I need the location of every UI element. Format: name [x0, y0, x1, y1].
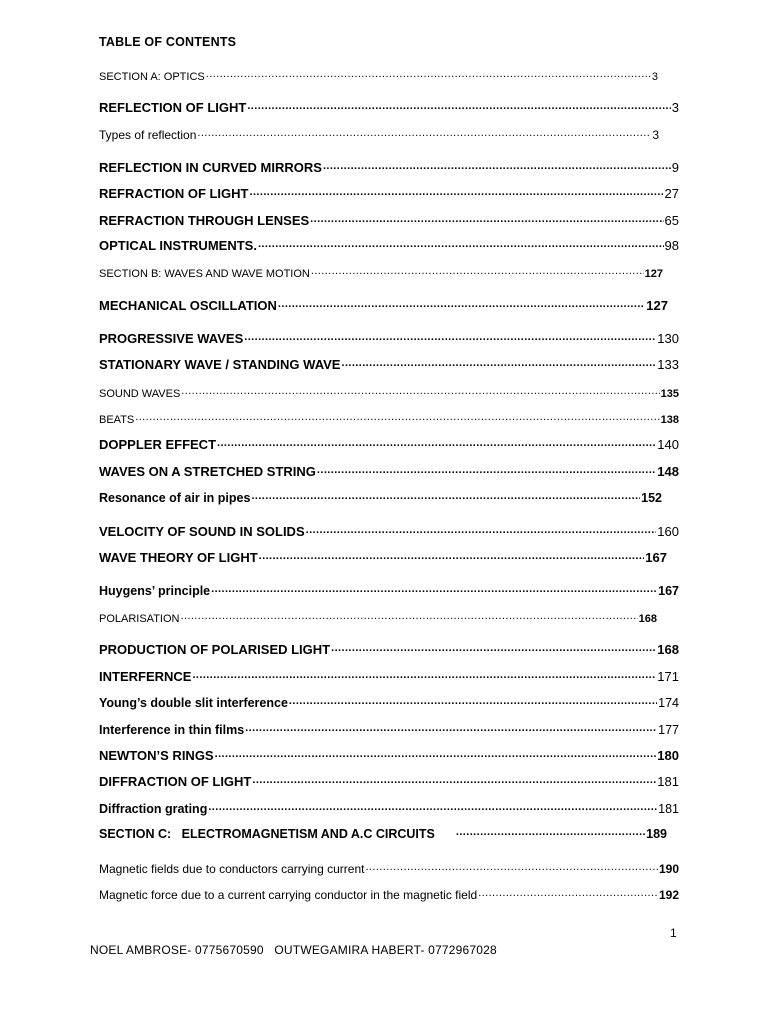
toc-entry-resonance-of-air-in-pipes	[99, 487, 662, 505]
toc-entry-section-b-waves	[99, 262, 663, 280]
toc-entry-text: Resonance of air in pipes	[99, 491, 251, 505]
toc-entry-page: 167	[658, 584, 679, 598]
toc-entry-text: WAVES ON A STRETCHED STRING	[99, 464, 316, 479]
toc-entry-page: 130	[657, 331, 679, 346]
toc-entry-youngs-double-slit	[99, 692, 679, 710]
dot-leader	[181, 386, 659, 397]
toc-entry-reflection-of-light	[99, 97, 679, 115]
toc-entry-text: Magnetic force due to a current carrying conductor in the magnetic field	[99, 888, 478, 902]
toc-entry-interfernce	[99, 666, 679, 684]
toc-entry-page: 98	[664, 238, 679, 253]
toc-entry-text: Young’s double slit interference	[99, 696, 288, 710]
dot-leader	[217, 438, 656, 449]
toc-entry-page: 140	[657, 437, 679, 452]
toc-entry-reflection-in-curved-mirrors	[99, 157, 679, 175]
toc-entry-text: OPTICAL INSTRUMENTS.	[99, 238, 257, 253]
toc-entry-page: 27	[664, 186, 679, 201]
toc-entry-page: 174	[658, 696, 679, 710]
toc-entry-section-a-optics	[99, 65, 658, 83]
toc-entry-text: WAVE THEORY OF LIGHT	[99, 550, 258, 565]
toc-entry-page: 168	[657, 642, 679, 657]
toc-entry-page: 138	[660, 414, 679, 426]
toc-entry-optical-instruments	[99, 235, 679, 253]
toc-entry-text: NEWTON’S RINGS	[99, 748, 214, 763]
toc-entry-text: REFRACTION THROUGH LENSES	[99, 213, 310, 228]
toc-entry-text: REFRACTION OF LIGHT	[99, 186, 249, 201]
toc-entry-page: 167	[645, 550, 667, 565]
toc-title: TABLE OF CONTENTS	[99, 35, 237, 49]
dot-leader	[478, 888, 658, 899]
toc-entry-page: 133	[657, 357, 679, 372]
toc-entry-text: MECHANICAL OSCILLATION	[99, 298, 277, 313]
dot-leader	[365, 862, 658, 873]
toc-entry-page: 189	[646, 827, 667, 841]
dot-leader	[215, 749, 657, 760]
toc-entry-page: 171	[657, 669, 679, 684]
dot-leader	[180, 611, 637, 622]
toc-entry-page: 3	[651, 71, 658, 83]
toc-entry-page: 3	[671, 100, 679, 115]
dot-leader	[192, 670, 656, 681]
toc-entry-page: 127	[646, 298, 668, 313]
dot-leader	[251, 491, 640, 502]
toc-entry-velocity-of-sound-in-solids	[99, 521, 679, 539]
dot-leader	[206, 69, 651, 80]
toc-entry-text: SECTION B: WAVES AND WAVE MOTION	[99, 268, 310, 280]
toc-entry-types-of-reflection	[99, 124, 659, 142]
dot-leader	[247, 101, 670, 112]
dot-leader	[244, 332, 656, 343]
toc-entry-text: Magnetic fields due to conductors carrying current	[99, 862, 365, 876]
toc-entry-page: 152	[641, 491, 662, 505]
dot-leader	[278, 299, 645, 310]
toc-entry-diffraction-of-light	[99, 771, 679, 789]
dot-leader	[341, 358, 656, 369]
toc-entry-text: Types of reflection	[99, 128, 197, 142]
dot-leader	[135, 412, 659, 423]
toc-entry-page: 177	[658, 723, 679, 737]
dot-leader	[252, 775, 656, 786]
toc-entry-text: INTERFERNCE	[99, 669, 192, 684]
toc-entry-magnetic-fields-due-to-conductors	[99, 858, 679, 876]
toc-entry-text: BEATS	[99, 414, 135, 426]
toc-entry-beats	[99, 408, 679, 426]
toc-entry-text: STATIONARY WAVE / STANDING WAVE	[99, 357, 341, 372]
toc-entry-text: PRODUCTION OF POLARISED LIGHT	[99, 642, 331, 657]
toc-entry-page: 148	[657, 464, 679, 479]
toc-entry-text: DOPPLER EFFECT	[99, 437, 217, 452]
toc-entry-refraction-through-lenses	[99, 210, 679, 228]
toc-entry-page: 168	[638, 613, 657, 625]
toc-entry-doppler-effect	[99, 434, 679, 452]
toc-entry-text: Interference in thin films	[99, 723, 245, 737]
toc-entry-text: PROGRESSIVE WAVES	[99, 331, 244, 346]
toc-entry-mechanical-oscillation	[99, 295, 668, 313]
toc-entry-text: Diffraction grating	[99, 802, 208, 816]
toc-entry-refraction-of-light	[99, 183, 679, 201]
toc-entry-text: DIFFRACTION OF LIGHT	[99, 774, 252, 789]
dot-leader	[311, 266, 644, 277]
toc-entry-huygens-principle	[99, 580, 679, 598]
toc-entry-stationary-wave	[99, 354, 679, 372]
toc-entry-production-of-polarised-light	[99, 639, 679, 657]
footer-text: NOEL AMBROSE- 0775670590 OUTWEGAMIRA HABERT- 0772967028	[90, 943, 497, 957]
dot-leader	[211, 584, 657, 595]
toc-entry-polarisation	[99, 607, 657, 625]
dot-leader	[310, 214, 663, 225]
toc-entry-page: 135	[660, 388, 679, 400]
dot-leader	[306, 525, 657, 536]
dot-leader	[250, 187, 664, 198]
toc-entry-newtons-rings	[99, 745, 679, 763]
toc-entry-page: 65	[664, 213, 679, 228]
toc-entry-page: 160	[657, 524, 679, 539]
toc-entry-text: Huygens’ principle	[99, 584, 211, 598]
toc-entry-wave-theory-of-light	[99, 547, 667, 565]
toc-entry-progressive-waves	[99, 328, 679, 346]
toc-entry-text: POLARISATION	[99, 613, 180, 625]
dot-leader	[208, 802, 657, 813]
toc-entry-page: 181	[658, 802, 679, 816]
toc-entry-page: 181	[657, 774, 679, 789]
toc-entry-page: 192	[658, 888, 679, 902]
toc-entry-text: REFLECTION IN CURVED MIRRORS	[99, 160, 322, 175]
toc-entry-page: 127	[644, 268, 663, 280]
toc-entry-page: 3	[652, 128, 659, 142]
dot-leader	[456, 827, 645, 838]
toc-entry-magnetic-force-on-conductor	[99, 884, 679, 902]
toc-entry-page: 9	[671, 160, 679, 175]
toc-entry-waves-on-stretched-string	[99, 461, 679, 479]
dot-leader	[245, 723, 657, 734]
dot-leader	[258, 239, 664, 250]
dot-leader	[289, 696, 657, 707]
toc-entry-interference-in-thin-films	[99, 719, 679, 737]
page-number: 1	[670, 926, 677, 940]
toc-entry-page: 180	[657, 748, 679, 763]
dot-leader	[323, 161, 671, 172]
toc-entry-page: 190	[658, 862, 679, 876]
dot-leader	[317, 465, 656, 476]
toc-entry-text: REFLECTION OF LIGHT	[99, 100, 247, 115]
dot-leader	[259, 551, 645, 562]
toc-entry-text: VELOCITY OF SOUND IN SOLIDS	[99, 524, 305, 539]
toc-entry-diffraction-grating	[99, 798, 679, 816]
toc-entry-text: SECTION C: ELECTROMAGNETISM AND A.C CIRCUITS	[99, 827, 435, 841]
toc-entry-text: SECTION A: OPTICS	[99, 71, 205, 83]
dot-leader	[197, 128, 651, 139]
toc-entry-sound-waves	[99, 382, 679, 400]
toc-entry-text: SOUND WAVES	[99, 388, 181, 400]
dot-leader	[331, 643, 656, 654]
toc-entry-section-c-electromagnetism	[99, 823, 667, 841]
